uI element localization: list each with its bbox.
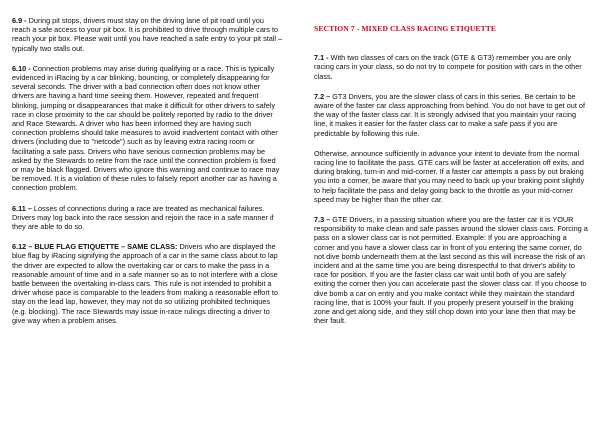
rule-number: 7.3 – bbox=[314, 215, 331, 225]
left-column bbox=[12, 16, 284, 336]
rule-7-2 bbox=[314, 92, 588, 138]
rule-number: 6.12 – BLUE FLAG ETIQUETTE – SAME CLASS: bbox=[12, 242, 178, 252]
rule-7-2-continued bbox=[314, 149, 588, 204]
rule-text: Connection problems may arise during qualifying or a race. This is typically evidenced in iRacing by a car blinking, bouncing, or completely disappearing for several seconds. The driver with a bad connection often does not know other drivers are having a hard time seeing them. However, repeated and frequent blinking, jumping or disappearances that make it difficult for other drivers to safely race in close proximity to the car should be politely reported by radio to the driver and Race Stewards. A driver who has been informed they are having such connection problems should take measures to avoid inadvertent contact with other drivers (including due to "netcode") such as by leaving extra racing room or facilitating a safe pass. Drivers who have serious connection problems may be asked by the Stewards to retire from the race until the connection problem is fixed or may be black flagged. Drivers who ignore this warning and continue to race may be removed. It is a violation of these rules to falsely report another car as having a connection problem. bbox=[12, 63, 280, 193]
rule-number: 6.10 - bbox=[12, 63, 31, 73]
rule-6-12 bbox=[12, 242, 284, 325]
section-heading: SECTION 7 - MIXED CLASS RACING ETIQUETTE bbox=[314, 24, 497, 33]
rule-text: Losses of connections during a race are treated as mechanical failures. Drivers may log back into the race session and rejoin the race in a safe manner if they are able to do so. bbox=[12, 203, 274, 232]
rule-7-3 bbox=[314, 215, 588, 325]
rule-6-9 bbox=[12, 16, 284, 53]
rule-text: Drivers who are displayed the blue flag by iRacing signifying the approach of a car in the same class about to lap the driver are expected to allow the overtaking car or cars to make the pass in a reasonable amount of time and in a safe manner so as to not interfere with a close battle between the overtaking in-class cars. This rule is not intended to prohibit a driver whose pace is comparable to the leaders from making a reasonable effort to stay on the lead lap, however, they may not do so utilizing prohibited techniques (e.g. blocking). The race Stewards may issue in-race rulings directing a driver to give way when a problem arises. bbox=[12, 242, 278, 325]
rule-text: Otherwise, announce sufficiently in advance your intent to deviate from the normal racing line to facilitate the pass. GTE cars will be faster at acceleration off exits, and during braking, turn-in and mid-corner. If a faster car attempts a pass by out braking you into a corner, be aware that you may need to back up your braking point slightly to help facilitate the pass and delay going back to the throttle as your mid-corner speed may be higher than the other car. bbox=[314, 148, 585, 204]
rule-6-11 bbox=[12, 204, 284, 232]
right-column bbox=[314, 24, 588, 336]
rule-text: GT3 Drivers, you are the slower class of cars in this series. Be certain to be aware of the faster car class approaching from behind. You do not have to get out of the way of the faster class car. It is strongly advised that you maintain your racing line, it makes it easier for the faster class car to make a safe pass if you are predictable by following this rule. bbox=[314, 91, 585, 138]
rule-6-10 bbox=[12, 64, 284, 193]
rule-number: 6.9 - bbox=[12, 16, 27, 25]
rule-text: GTE Drivers, in a passing situation where you are the faster car it is YOUR responsibility to make clean and safe passes around the slower class cars. Forcing a pass on a slower class car is not permitted. Example: If you are approaching a corner and you have a slower class car in front of you entering the same corner, do not dive bomb underneath them at the last second as this will increase the risk of an incident and at the same time you are being disrespectful to that driver's ability to race for position. If you are the faster class car wait until both of you are safely exiting the corner then you can accelerate past the slower class car. If you choose to dive bomb a car on entry and you make contact while they maintain the standard racing line, that is 100% your fault. If you properly present yourself in the braking zone and get along side, and they still chop down into your lane then that may be their fault. bbox=[314, 215, 588, 326]
rule-number: 6.11 – bbox=[12, 203, 32, 213]
rule-text: With two classes of cars on the track (GTE & GT3) remember you are only racing cars in your class, so do not try to compete for position with cars in the other class. bbox=[314, 53, 582, 81]
rule-number: 7.1 - bbox=[314, 53, 329, 63]
rule-text: During pit stops, drivers must stay on the driving lane of pit road until you reach a safe access to your pit box. It is prohibited to drive through multiple cars to reach your pit box. Please wait until you have reached a safe entry to your pit stall – typically two stalls out. bbox=[12, 16, 283, 53]
rule-number: 7.2 – bbox=[314, 91, 331, 101]
rule-7-1 bbox=[314, 53, 588, 81]
